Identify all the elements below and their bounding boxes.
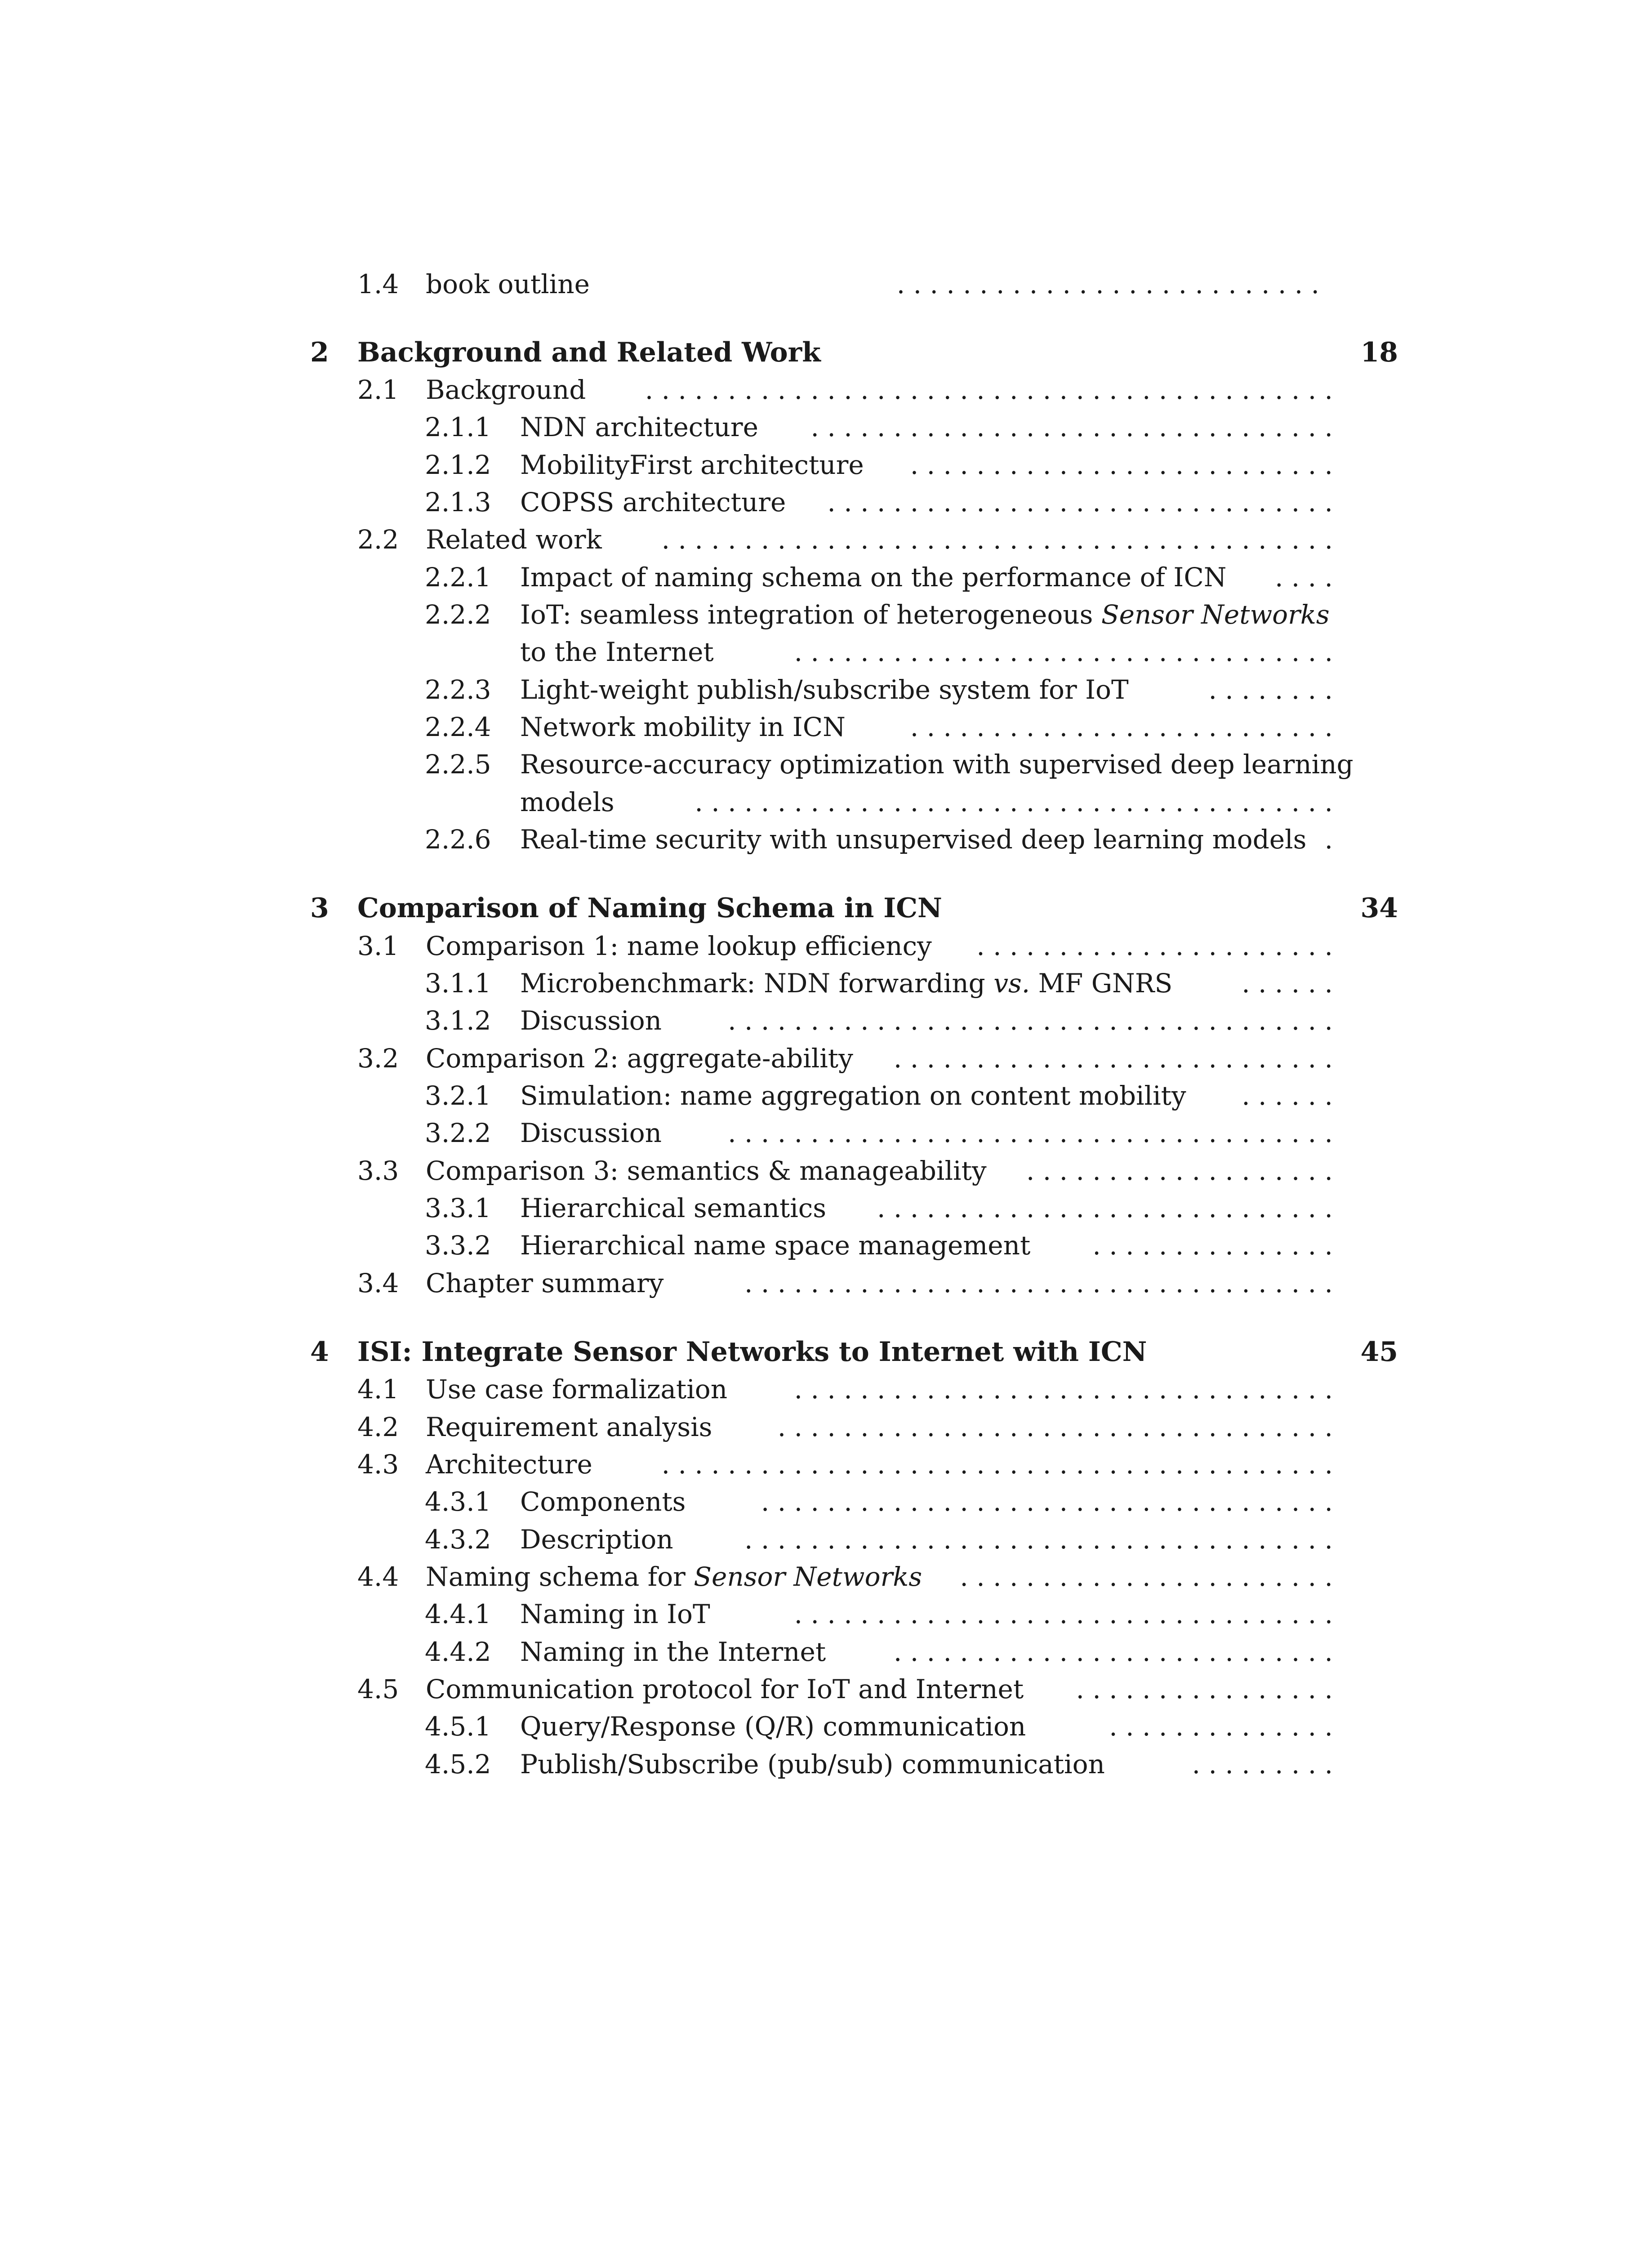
dot-leader: . . . . . . . . . . . . . . . . . . . . . . . (960, 1561, 1333, 1592)
subsection-title: Impact of naming schema on the performance of ICN (520, 562, 1227, 593)
subsection-title: Components (520, 1486, 686, 1517)
toc-entry-subsection (425, 821, 1333, 858)
toc-entry-section (357, 1445, 1333, 1483)
subsection-number: 2.2.5 (425, 749, 491, 780)
subsection-number: 4.4.2 (425, 1637, 491, 1667)
section-number: 4.1 (357, 1374, 399, 1405)
dot-leader: . . . . . . . . . . . . . . . . . . . . . . . . . . (910, 450, 1333, 480)
subsection-title-text: MF GNRS (1030, 968, 1173, 999)
subsection-title: Query/Response (Q/R) communication (520, 1711, 1026, 1742)
section-title: Background (426, 375, 586, 405)
section-number: 3.2 (357, 1043, 399, 1074)
toc-entry-subsection (425, 964, 1333, 1002)
subsection-number: 2.2.1 (425, 562, 491, 593)
section-title (426, 1558, 922, 1596)
section-title: Comparison 1: name lookup efficiency (426, 931, 932, 961)
toc-entry-subsection (425, 483, 1333, 521)
dot-leader: . . . . . . . . . . . . . . . . . . . . . . . . . . . . . . . . . (794, 1374, 1333, 1405)
section-title: Use case formalization (426, 1374, 728, 1405)
chapter-page-number: 45 (1360, 1336, 1398, 1368)
section-title: Comparison 3: semantics & manageability (426, 1155, 987, 1186)
toc-entry-subsection (425, 446, 1333, 484)
subsection-number: 4.3.2 (425, 1524, 491, 1555)
toc-entry-subsection (425, 1633, 1333, 1671)
dot-leader: . . . . . . . . . . . . . . . . . . . . . . . . . . (910, 712, 1333, 742)
dot-leader: . . . . . . . . . . . . . . . . . . . . . . . . . . . (893, 1637, 1333, 1667)
toc-entry-section (357, 265, 1333, 303)
subsection-number: 2.2.6 (425, 824, 491, 855)
subsection-title: Simulation: name aggregation on content mobility (520, 1080, 1186, 1111)
toc-entry-subsection (425, 1227, 1333, 1264)
section-title: Chapter summary (426, 1268, 664, 1298)
dot-leader: . . . . . . . . . . . . . . . . . . . . . . . . . . . . . . . . . . . . . (728, 1005, 1333, 1036)
subsection-number: 3.3.2 (425, 1230, 491, 1261)
subsection-number: 2.1.3 (425, 487, 491, 517)
dot-leader: . . . . . . . . . . . . . . . . . . . . . . . . . . . . . . . . . (794, 637, 1333, 667)
section-title: book outline (426, 269, 590, 299)
dot-leader: . . . . . . . . . . . . . . . . . . . . . . . . . . . . . . . . . . . . . . . . . . (645, 375, 1333, 405)
subsection-title-emphasis: vs. (993, 968, 1030, 999)
dot-leader: . . . . . . . . . . . . . . . . . . . . . . . . . . . . . . . (827, 487, 1333, 517)
subsection-title: Publish/Subscribe (pub/sub) communication (520, 1749, 1105, 1780)
subsection-title: Network mobility in ICN (520, 712, 846, 742)
subsection-number: 4.4.1 (425, 1599, 491, 1629)
toc-entry-chapter (310, 1333, 1398, 1371)
dot-leader: . . . . . . . . . . . . . . . . . . . . . . . . . . . . . . . . . (794, 1599, 1333, 1629)
section-number: 4.2 (357, 1412, 399, 1442)
dot-leader: . . . . . . . . . . . . . . (1109, 1711, 1333, 1742)
subsection-title: Description (520, 1524, 673, 1555)
dot-leader: . . . . . . . . . . . . . . . . . . . . . . . . . . . . . . . . (810, 412, 1333, 442)
chapter-page-number: 34 (1360, 892, 1398, 924)
dot-leader: . . . . . . (1242, 968, 1333, 999)
dot-leader: . . . . . . . . . . . . . . . . . . . . . . . . . . . (893, 1043, 1333, 1074)
subsection-number: 2.1.1 (425, 412, 491, 442)
toc-entry-section (357, 521, 1333, 558)
subsection-number: 2.2.4 (425, 712, 491, 742)
section-title: Comparison 2: aggregate-ability (426, 1043, 853, 1074)
chapter-number: 3 (310, 892, 329, 924)
dot-leader: . . . . (1274, 562, 1333, 593)
subsection-title: Naming in the Internet (520, 1637, 826, 1667)
subsection-title: Discussion (520, 1118, 662, 1148)
subsection-number: 4.5.2 (425, 1749, 491, 1780)
subsection-title: Light-weight publish/subscribe system for IoT (520, 674, 1129, 705)
section-number: 4.5 (357, 1674, 399, 1704)
subsection-title: Naming in IoT (520, 1599, 710, 1629)
dot-leader: . . . . . . . . . . . . . . . . . . . . . . . . . . . . . . . . . . . . . (728, 1118, 1333, 1148)
subsection-title: NDN architecture (520, 412, 758, 442)
toc-entry-chapter (310, 889, 1398, 927)
section-number: 2.2 (357, 524, 399, 555)
dot-leader: . . . . . . . . . . . . . . . . . . . (1026, 1155, 1333, 1186)
section-number: 4.3 (357, 1449, 399, 1480)
chapter-number: 4 (310, 1336, 329, 1368)
toc-entry-subsection (425, 708, 1333, 746)
subsection-title: Real-time security with unsupervised deep learning models (520, 824, 1307, 855)
toc-entry-subsection (425, 1189, 1333, 1227)
dot-leader: . . . . . . . . . . . . . . . . . . . . . . . . . . . . . . . . . . . . (744, 1268, 1333, 1298)
toc-entry-section (357, 1152, 1333, 1190)
toc-entry-section (357, 1039, 1333, 1077)
section-title: Architecture (426, 1449, 592, 1480)
dot-leader: . . . . . . . . . (1192, 1749, 1333, 1780)
dot-leader: . . . . . . . . . . . . . . . . . . . . . . . . . . . . . . . . . . . (761, 1486, 1333, 1517)
subsection-title-text: Microbenchmark: NDN forwarding (520, 968, 994, 999)
section-title: Communication protocol for IoT and Internet (426, 1674, 1024, 1704)
subsection-number: 4.5.1 (425, 1711, 491, 1742)
chapter-title: Background and Related Work (357, 337, 821, 368)
dot-leader: . . . . . . . . . . . . . . . . . . . . . . (976, 931, 1333, 961)
subsection-title: Hierarchical semantics (520, 1193, 827, 1223)
toc-entry-section (357, 371, 1333, 409)
subsection-number: 3.1.2 (425, 1005, 491, 1036)
toc-entry-section (357, 1408, 1333, 1446)
subsection-number: 3.1.1 (425, 968, 491, 999)
subsection-number: 2.2.2 (425, 599, 491, 630)
toc-entry-subsection (425, 1745, 1333, 1783)
toc-entry-subsection (425, 745, 1354, 783)
toc-entry-subsection (425, 1521, 1333, 1558)
dot-leader: . . . . . . . . . . . . . . . . . . . . . . . . . . . . . . . . . . . . . . . . . (661, 524, 1333, 555)
dot-leader: . . . . . . . . . . . . . . . . . . . . . . . . . . . . . . . . . . . . . . . . . (661, 1449, 1333, 1480)
chapter-page-number: 18 (1360, 337, 1398, 368)
dot-leader: . . . . . . . . (1208, 674, 1333, 705)
section-title: Related work (426, 524, 602, 555)
section-number: 4.4 (357, 1561, 399, 1592)
subsection-title: Discussion (520, 1005, 662, 1036)
chapter-title: Comparison of Naming Schema in ICN (357, 892, 942, 924)
subsection-title (520, 596, 1330, 633)
section-title: Requirement analysis (426, 1412, 712, 1442)
toc-entry-chapter (310, 334, 1398, 371)
dot-leader: . . . . . . . . . . . . . . . . . . . . . . . . . . . . (877, 1193, 1333, 1223)
chapter-number: 2 (310, 337, 329, 368)
dot-leader: . . . . . . . . . . . . . . . . . . . . . . . . . . . . . . . . . . . . (744, 1524, 1333, 1555)
toc-entry-subsection (425, 671, 1333, 709)
subsection-title: Hierarchical name space management (520, 1230, 1031, 1261)
toc-entry-section (357, 927, 1333, 965)
toc-entry-subsection (425, 1483, 1333, 1521)
toc-entry-subsection (425, 1708, 1333, 1745)
toc-entry-section (357, 1670, 1333, 1708)
section-title-emphasis: Sensor Networks (694, 1561, 922, 1592)
section-number: 1.4 (357, 269, 399, 299)
subsection-title-continuation: to the Internet (520, 637, 714, 667)
subsection-number: 3.2.1 (425, 1080, 491, 1111)
dot-leader: . . . . . . . . . . . . . . . . . . . . . . . . . . . . . . . . . . (777, 1412, 1333, 1442)
toc-entry-continuation (425, 633, 1333, 671)
subsection-title-text: IoT: seamless integration of heterogeneous (520, 599, 1101, 630)
subsection-number: 2.1.2 (425, 450, 491, 480)
toc-entry-continuation (425, 783, 1333, 821)
toc-entry-section (357, 1370, 1333, 1408)
dot-leader: . . . . . . . . . . . . . . . . . . . . . . . . . . (896, 269, 1319, 299)
subsection-number: 4.3.1 (425, 1486, 491, 1517)
dot-leader: . (1324, 824, 1333, 855)
toc-entry-subsection (425, 1077, 1333, 1115)
dot-leader: . . . . . . . . . . . . . . . (1092, 1230, 1333, 1261)
section-number: 3.3 (357, 1155, 399, 1186)
section-number: 3.4 (357, 1268, 399, 1298)
subsection-title: Resource-accuracy optimization with supervised deep learning (520, 749, 1354, 780)
subsection-title (520, 964, 1172, 1002)
dot-leader: . . . . . . . . . . . . . . . . . . . . . . . . . . . . . . . . . . . . . . . (695, 787, 1333, 817)
toc-entry-subsection (425, 408, 1333, 446)
subsection-title: COPSS architecture (520, 487, 786, 517)
toc-entry-subsection (425, 558, 1333, 596)
dot-leader: . . . . . . . . . . . . . . . . (1076, 1674, 1333, 1704)
section-title-text: Naming schema for (426, 1561, 694, 1592)
toc-entry-section (357, 1558, 1333, 1596)
subsection-title-emphasis: Sensor Networks (1101, 599, 1330, 630)
dot-leader: . . . . . . (1242, 1080, 1333, 1111)
section-number: 2.1 (357, 375, 399, 405)
subsection-number: 3.2.2 (425, 1118, 491, 1148)
subsection-title-continuation: models (520, 787, 614, 817)
subsection-number: 3.3.1 (425, 1193, 491, 1223)
section-number: 3.1 (357, 931, 399, 961)
toc-entry-section (357, 1264, 1333, 1302)
toc-entry-subsection (425, 1002, 1333, 1039)
subsection-number: 2.2.3 (425, 674, 491, 705)
toc-entry-subsection (425, 596, 1333, 633)
toc-entry-subsection (425, 1595, 1333, 1633)
chapter-title: ISI: Integrate Sensor Networks to Internet with ICN (357, 1336, 1147, 1368)
subsection-title: MobilityFirst architecture (520, 450, 864, 480)
toc-entry-subsection (425, 1114, 1333, 1152)
